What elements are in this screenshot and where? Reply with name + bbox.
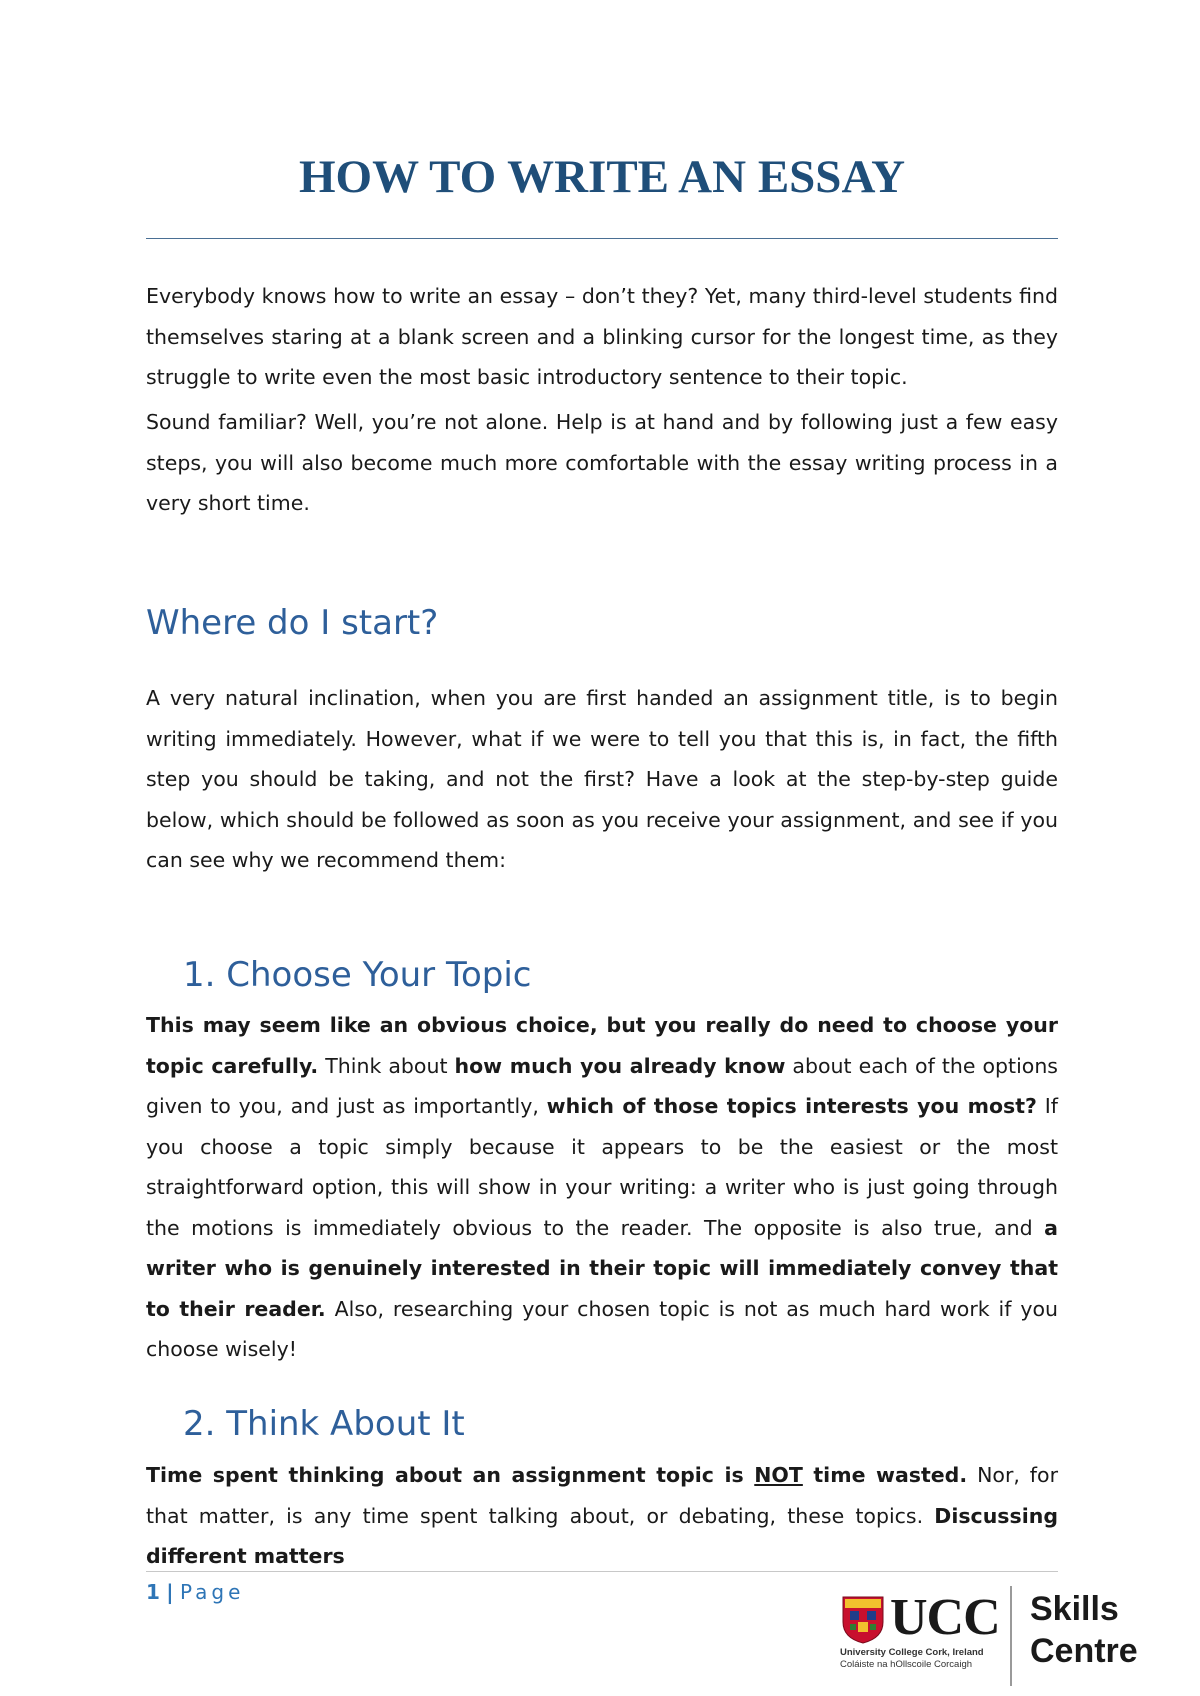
step-2-bold-2: Discussing different matters	[146, 1503, 1058, 1568]
step-1-text-1: Think about	[318, 1053, 455, 1078]
step-1-bold-1: This may seem like an obvious choice, but you really do need to choose your topic carefully.	[146, 1013, 1058, 1078]
footer-divider	[146, 1571, 1058, 1572]
section-start-paragraph: A very natural inclination, when you are first handed an assignment title, is to begin writing immediately. However, what if we were to tell you that this is, in fact, the fifth step you should be taking, and not the first? Have a look at the step-by-step guide below, which should be followed as soon as you receive your assignment, and see if you can see why we recommend them:	[146, 686, 1058, 872]
ucc-logo	[840, 1589, 1000, 1670]
ucc-subtitle-english: University College Cork, Ireland	[840, 1647, 984, 1658]
logo-divider	[1010, 1586, 1012, 1686]
step-1-bold-4: a writer who is genuinely interested in their topic will immediately convey that to their reader.	[146, 1215, 1058, 1321]
step-1-text-3: If you choose a topic simply because it appears to be the easiest or the most straightforward option, this will show in your writing: a writer who is just going through the motions is immediately obvious to the reader. The opposite is also true, and	[146, 1094, 1059, 1240]
page-number	[146, 1580, 244, 1604]
step-1-paragraph	[146, 1005, 1058, 1370]
page-number-separator: |	[166, 1580, 174, 1604]
intro-paragraph-2: Sound familiar? Well, you’re not alone. Help is at hand and by following just a few easy steps, you will also become much more comfortable with the essay writing process in a very short time.	[146, 410, 1058, 515]
ucc-wordmark: UCC	[890, 1589, 1000, 1646]
step-1-bold-2: how much you already know	[454, 1053, 786, 1078]
ucc-subtitle-irish: Coláiste na hOllscoile Corcaigh	[840, 1659, 973, 1670]
page-number-value: 1	[146, 1580, 160, 1604]
skills-centre-line-2: Centre	[1030, 1632, 1138, 1670]
step-1-text-2: about each of the options given to you, and just as importantly,	[146, 1053, 1058, 1118]
step-2-paragraph	[146, 1455, 1058, 1577]
step-2-text-1: Nor, for that matter, is any time spent talking about, or debating, these topics.	[146, 1463, 1058, 1528]
skills-centre-logo	[1030, 1588, 1138, 1672]
step-1-heading: 1. Choose Your Topic	[183, 955, 532, 995]
ucc-crest-icon	[840, 1594, 886, 1644]
title-divider	[146, 238, 1058, 239]
step-2-bold-1: Time spent thinking about an assignment topic is	[146, 1463, 755, 1487]
step-2-bold-1-end: time wasted.	[802, 1463, 968, 1487]
document-title: HOW TO WRITE AN ESSAY	[298, 151, 906, 203]
step-1-bold-3: which of those topics interests you most?	[546, 1094, 1037, 1118]
step-1-text-4: Also, researching your chosen topic is not as much hard work if you choose wisely!	[146, 1296, 1058, 1361]
intro-paragraph-1: Everybody knows how to write an essay – don’t they? Yet, many third-level students find themselves staring at a blank screen and a blinking cursor for the longest time, as they struggle to write even the most basic introductory sentence to their topic.	[146, 284, 1058, 389]
step-2-heading: 2. Think About It	[183, 1404, 465, 1444]
section-heading-where-to-start: Where do I start?	[146, 603, 439, 643]
skills-centre-line-1: Skills	[1030, 1590, 1119, 1628]
page-label: Page	[179, 1580, 245, 1604]
step-2-not-emphasis: NOT	[754, 1463, 803, 1487]
